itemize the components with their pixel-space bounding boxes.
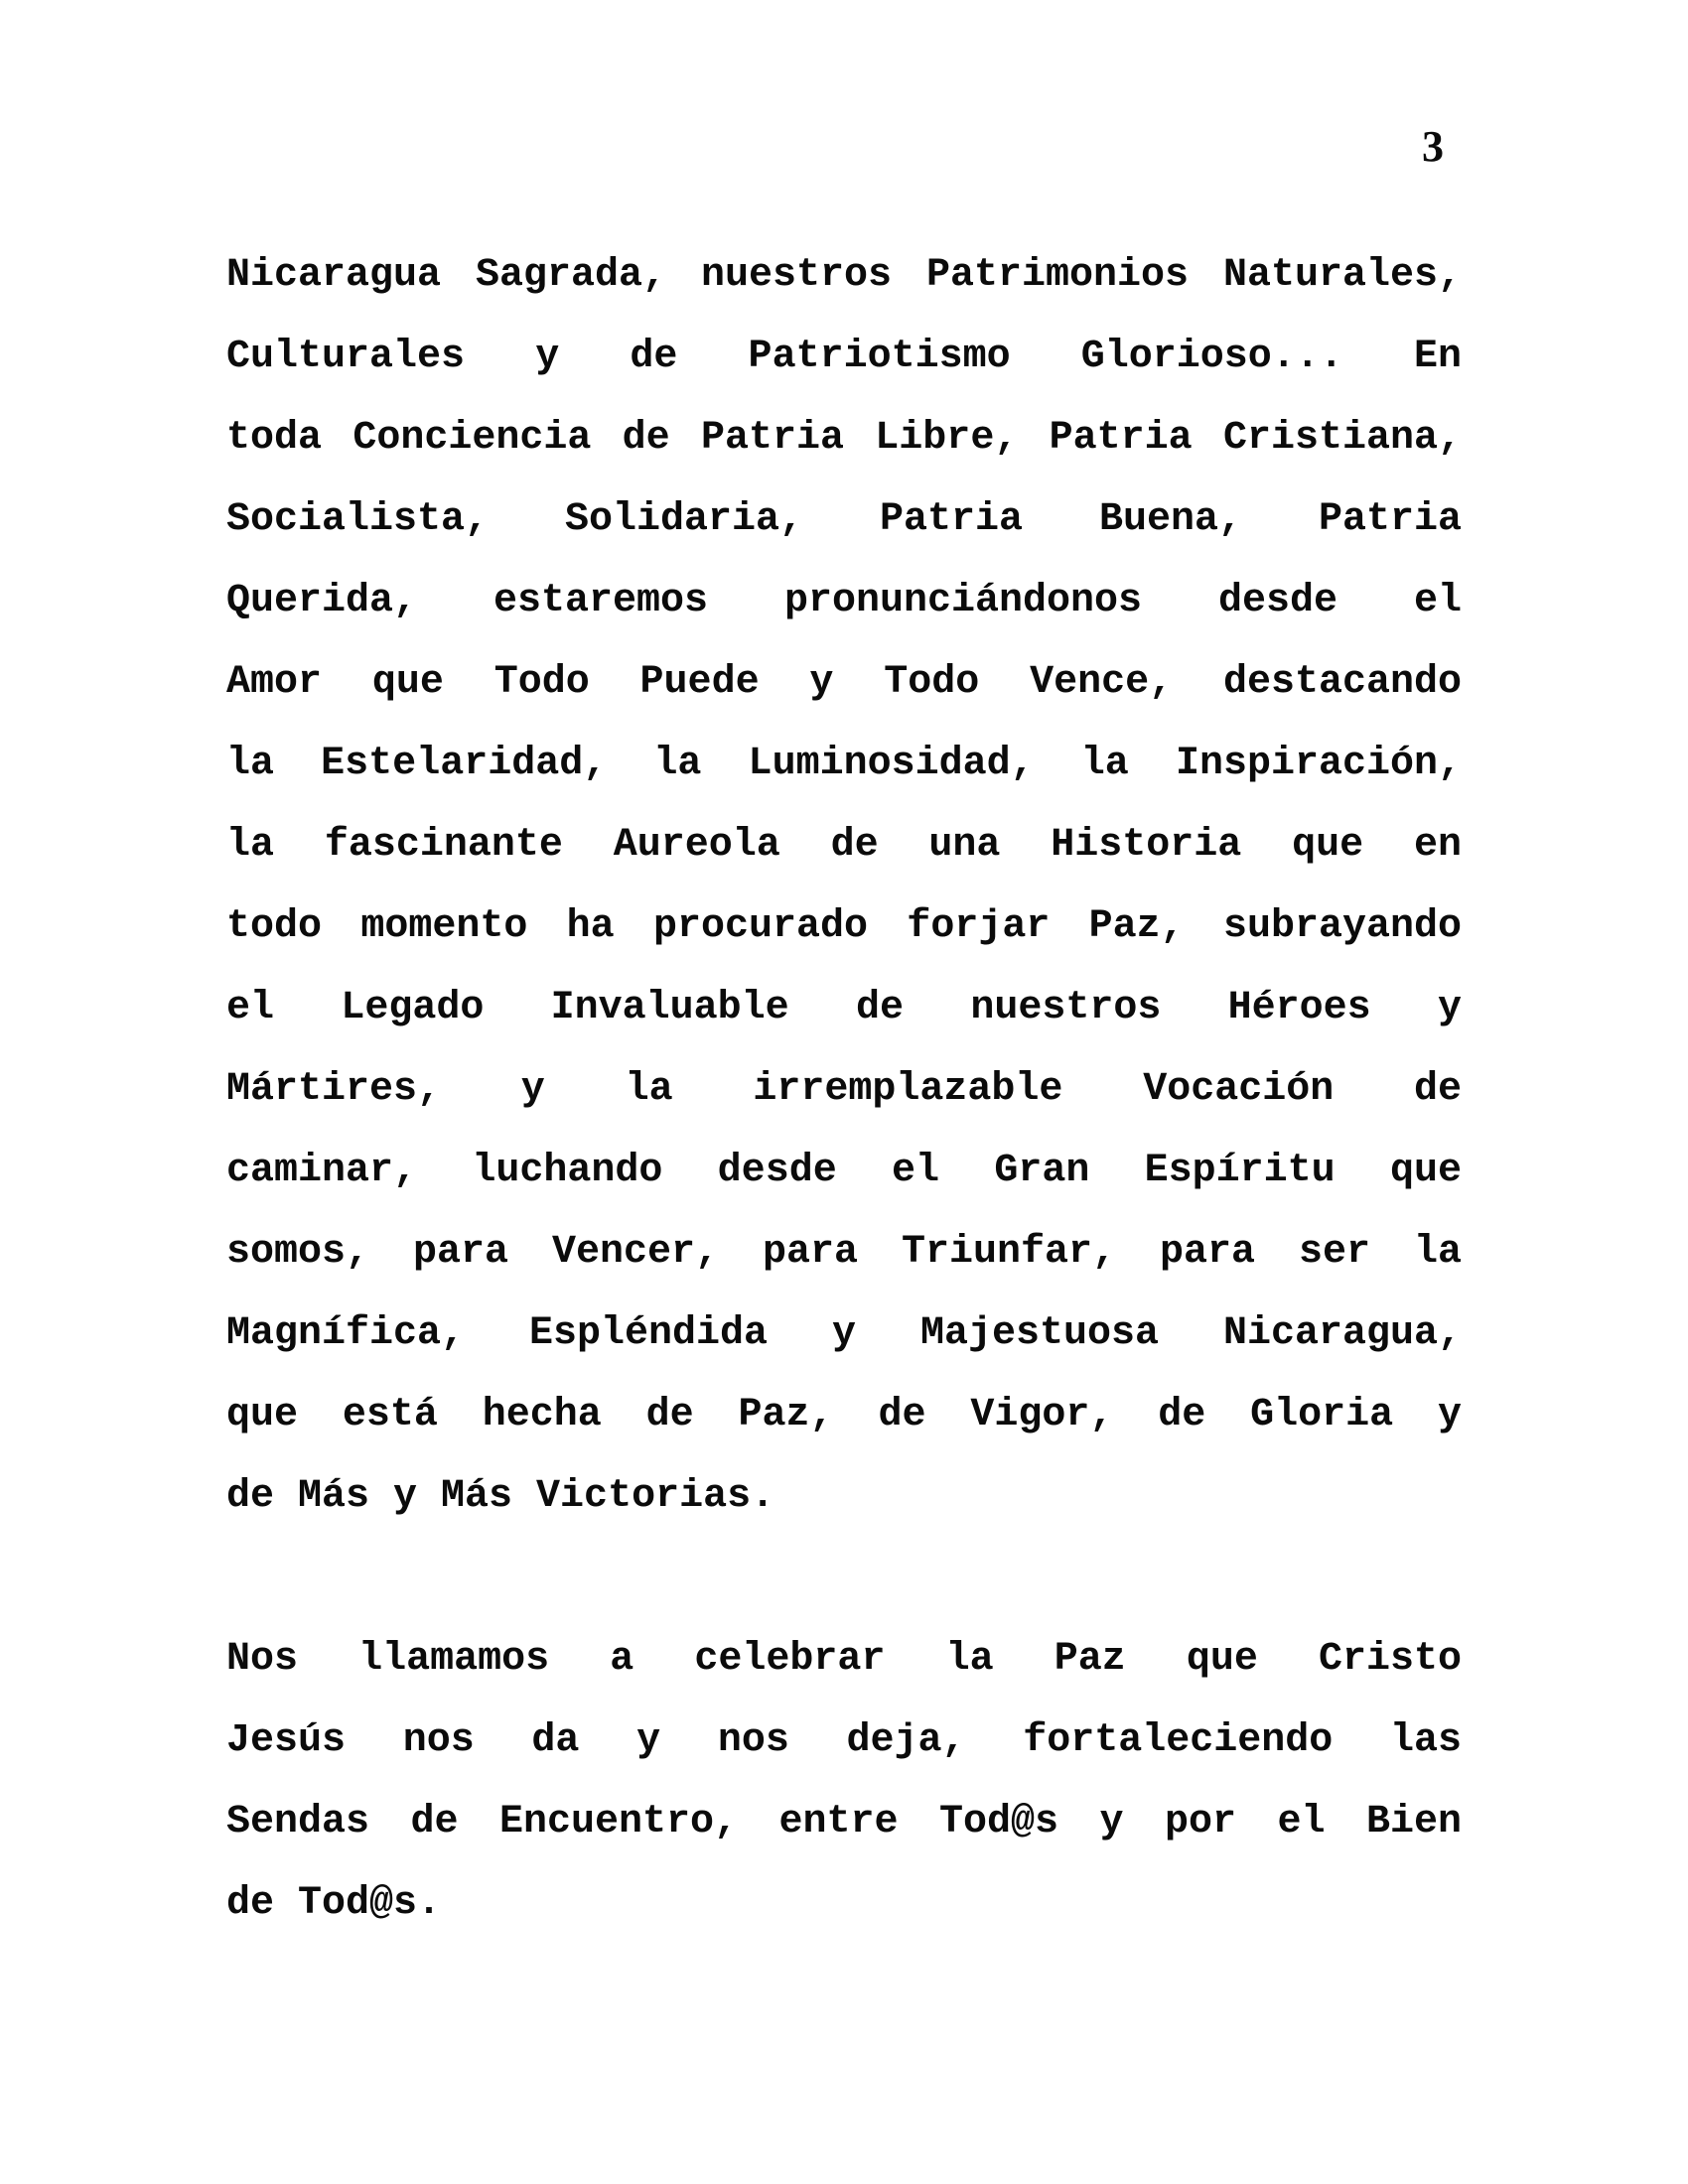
text-line: Jesús nos da y nos deja, fortaleciendo las [226,1718,1462,1763]
text-line: toda Conciencia de Patria Libre, Patria Cristiana, [226,416,1462,461]
text-line: de Más y Más Victorias. [226,1474,775,1519]
text-line: de Tod@s. [226,1881,442,1926]
paragraph [226,235,1462,1538]
text-line: la fascinante Aureola de una Historia que en [226,823,1462,868]
text-line: Nicaragua Sagrada, nuestros Patrimonios Naturales, [226,253,1462,298]
text-line: el Legado Invaluable de nuestros Héroes y [226,986,1462,1030]
text-line: Magnífica, Espléndida y Majestuosa Nicaragua, [226,1311,1462,1356]
text-line: Nos llamamos a celebrar la Paz que Cristo [226,1637,1462,1682]
text-line: todo momento ha procurado forjar Paz, subrayando [226,904,1462,949]
text-line: caminar, luchando desde el Gran Espíritu que [226,1149,1462,1193]
text-line: Mártires, y la irremplazable Vocación de [226,1067,1462,1112]
page-number: 3 [1422,122,1444,171]
text-line: Culturales y de Patriotismo Glorioso... En [226,335,1462,379]
text-line: somos, para Vencer, para Triunfar, para ser la [226,1230,1462,1275]
text-line: Querida, estaremos pronunciándonos desde el [226,579,1462,623]
text-line: Socialista, Solidaria, Patria Buena, Patria [226,497,1462,542]
document-body [226,235,1462,1945]
text-line: la Estelaridad, la Luminosidad, la Inspiración, [226,742,1462,786]
text-line: Amor que Todo Puede y Todo Vence, destacando [226,660,1462,705]
paragraph [226,1619,1462,1945]
text-line: que está hecha de Paz, de Vigor, de Gloria y [226,1393,1462,1437]
text-line: Sendas de Encuentro, entre Tod@s y por el Bien [226,1800,1462,1844]
